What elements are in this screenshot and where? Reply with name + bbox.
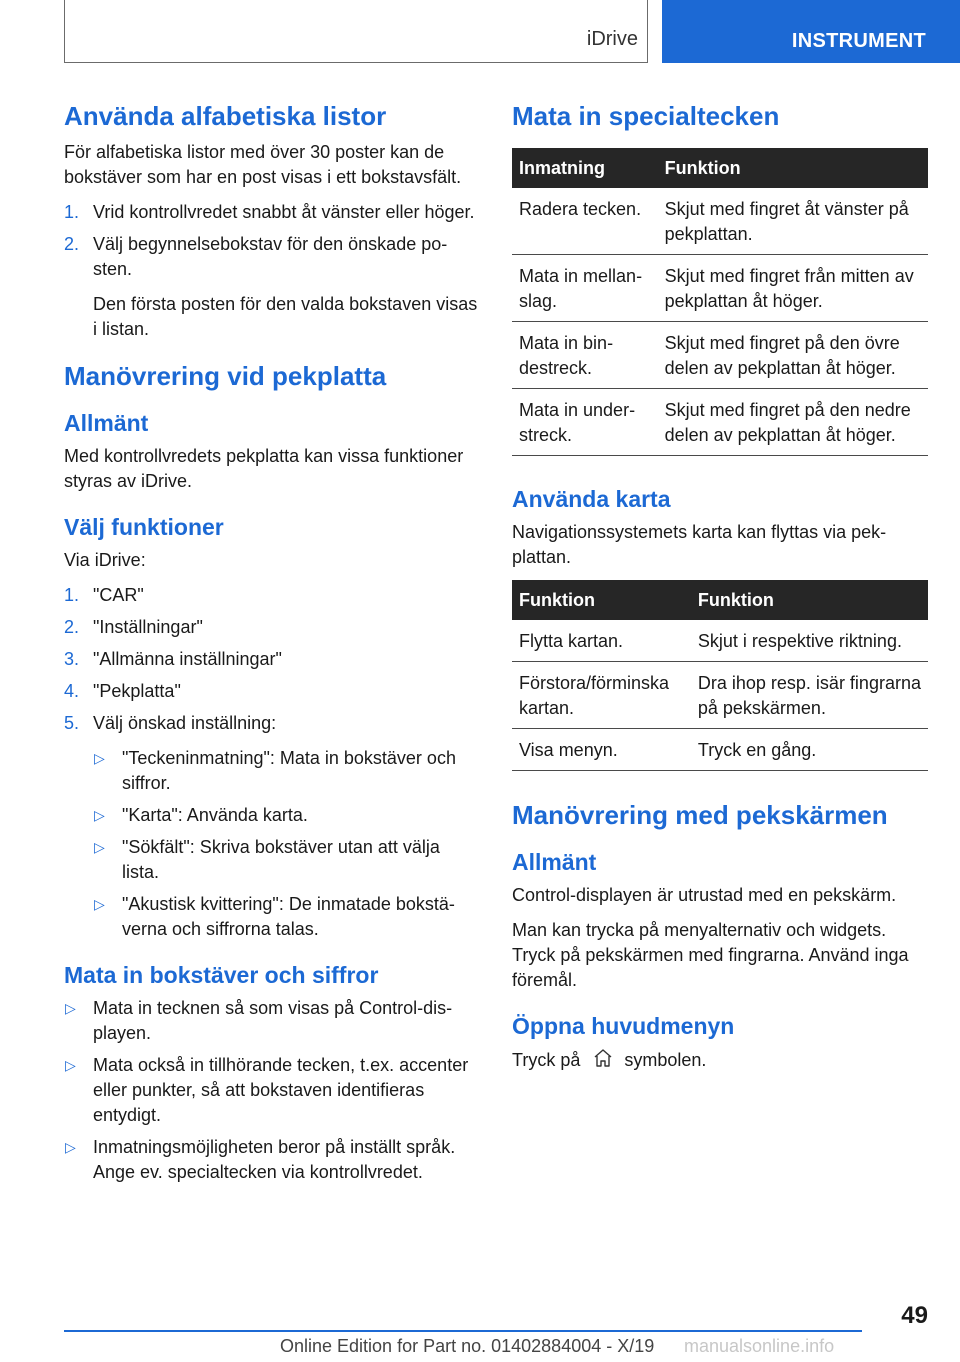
menu-path-text: "CAR" xyxy=(93,585,144,605)
list-item xyxy=(64,615,478,640)
column-header: Funktion xyxy=(658,148,928,188)
right-column xyxy=(512,100,928,1086)
table-cell: Mata in mellanslag. xyxy=(512,255,658,322)
bullet-text: "Teckeninmatning": Mata in bokstäver och siffror. xyxy=(122,748,456,793)
table-cell: Mata in understreck. xyxy=(512,389,658,456)
menu-path-text: "Pekplatta" xyxy=(93,681,181,701)
step-text: Vrid kontrollvredet snabbt åt vänster eller höger. xyxy=(93,202,475,222)
bullet-text: "Akustisk kvittering": De inmatade bokstäverna och siffrorna talas. xyxy=(122,894,455,939)
bullets-mata-list xyxy=(64,996,478,1185)
page-number: 49 xyxy=(901,1302,928,1329)
step-number: 4. xyxy=(64,681,80,701)
list-item xyxy=(93,892,478,942)
table-row xyxy=(512,389,928,456)
footer-edition: Online Edition for Part no. 01402884004 - X/19 xyxy=(280,1336,655,1356)
table-row xyxy=(512,662,928,729)
specialtecken-table xyxy=(512,148,928,456)
table-cell: Skjut i respektive riktning. xyxy=(691,620,928,662)
heading-allmant: Allmänt xyxy=(64,410,149,436)
menu-path-text: "Inställningar" xyxy=(93,617,203,637)
list-item xyxy=(64,1135,478,1185)
header-frame xyxy=(64,0,648,63)
header-section: iDrive xyxy=(586,28,638,50)
step-continuation: Den första posten för den valda bokstaven visas i listan. xyxy=(93,294,478,339)
steps-valj-list xyxy=(64,583,478,736)
heading-alfabetiska-listor: Använda alfabetiska listor xyxy=(64,101,387,131)
table-row xyxy=(512,322,928,389)
table-header-row xyxy=(512,148,928,188)
list-item xyxy=(64,583,478,608)
table-cell: Visa menyn. xyxy=(512,729,691,771)
heading-specialtecken: Mata in specialtecken xyxy=(512,101,780,131)
triangle-right-icon: ▷ xyxy=(94,807,105,823)
bullet-text: Inmatningsmöjligheten beror på inställt språk. Ange ev. specialtecken via kontrollvredet. xyxy=(93,1137,456,1182)
step-number: 2. xyxy=(64,617,80,637)
list-item xyxy=(64,996,478,1046)
paragraph-pekskarm-1: Control-displayen är utrustad med en pekskärm. xyxy=(512,885,897,905)
list-item xyxy=(93,835,478,885)
list-item xyxy=(64,679,478,704)
triangle-right-icon: ▷ xyxy=(94,750,105,766)
header-chapter-tab[interactable]: INSTRUMENT xyxy=(662,0,960,63)
triangle-right-icon: ▷ xyxy=(65,1057,76,1073)
heading-mata-in-bokstaver: Mata in bokstäver och siffror xyxy=(64,962,379,988)
table-cell: Förstora/förminska kartan. xyxy=(512,662,691,729)
list-item xyxy=(93,803,478,828)
triangle-right-icon: ▷ xyxy=(65,1139,76,1155)
triangle-right-icon: ▷ xyxy=(94,896,105,912)
paragraph-karta: Navigationssystemets karta kan flyttas via pekplattan. xyxy=(512,522,887,567)
watermark: manualsonline.info xyxy=(684,1336,835,1356)
step-text: Välj önskad inställning: xyxy=(93,713,277,733)
settings-sublist xyxy=(64,746,478,942)
tryck-post-text: symbolen. xyxy=(624,1050,707,1070)
column-header: Funktion xyxy=(691,580,928,620)
paragraph-allmant: Med kontrollvredets pekplatta kan vissa funktioner styras av iDrive. xyxy=(64,446,464,491)
table-cell: Flytta kartan. xyxy=(512,620,691,662)
list-item xyxy=(93,746,478,796)
table-cell: Dra ihop resp. isär fingrarna på pekskärmen. xyxy=(691,662,928,729)
heading-oppna-huvudmenyn: Öppna huvudmenyn xyxy=(512,1013,735,1039)
table-row xyxy=(512,729,928,771)
table-header-row xyxy=(512,580,928,620)
heading-valj-funktioner: Välj funktioner xyxy=(64,514,224,540)
menu-path-text: "Allmänna inställningar" xyxy=(93,649,282,669)
table-cell: Tryck en gång. xyxy=(691,729,928,771)
step-text: Välj begynnelsebokstav för den önskade posten. xyxy=(93,234,448,279)
step-number: 1. xyxy=(64,585,80,605)
paragraph-pekskarm-2: Man kan trycka på menyalternativ och widgets. Tryck på pekskärmen med fingrarna. Använd inga föremål. xyxy=(512,920,909,990)
paragraph-alfabetiska: För alfabetiska listor med över 30 poster kan de bokstäver som har en post visas i ett bokstavsfält. xyxy=(64,142,462,187)
list-item xyxy=(64,647,478,672)
step-number: 5. xyxy=(64,713,80,733)
bullet-text: Mata in tecknen så som visas på Control-displayen. xyxy=(93,998,453,1043)
bullet-text: Mata också in tillhörande tecken, t.ex. accenter eller punkter, så att bokstaven identifieras entydigt. xyxy=(93,1055,469,1125)
triangle-right-icon: ▷ xyxy=(65,1000,76,1016)
column-header: Funktion xyxy=(512,580,691,620)
triangle-right-icon: ▷ xyxy=(94,839,105,855)
steps-alfa-list xyxy=(64,200,478,282)
table-cell: Skjut med fingret åt vänster på pekplattan. xyxy=(658,188,928,255)
karta-table xyxy=(512,580,928,771)
table-row xyxy=(512,188,928,255)
bullet-text: "Karta": Använda karta. xyxy=(122,805,308,825)
table-cell: Skjut med fingret från mitten av pekplattan åt höger. xyxy=(658,255,928,322)
table-cell: Radera tecken. xyxy=(512,188,658,255)
list-item xyxy=(64,232,478,282)
table-row xyxy=(512,620,928,662)
table-cell: Mata in bindestreck. xyxy=(512,322,658,389)
step-number: 3. xyxy=(64,649,80,669)
home-icon xyxy=(592,1047,614,1076)
footer-divider xyxy=(64,1330,862,1332)
left-column xyxy=(64,100,478,1195)
table-cell: Skjut med fingret på den övre delen av pekplattan åt höger. xyxy=(658,322,928,389)
list-item xyxy=(64,711,478,736)
heading-manovrering-pekplatta: Manövrering vid pekplatta xyxy=(64,361,387,391)
list-item xyxy=(64,200,478,225)
paragraph-via-idrive: Via iDrive: xyxy=(64,550,146,570)
step-number: 1. xyxy=(64,202,80,222)
column-header: Inmatning xyxy=(512,148,658,188)
heading-manovrering-pekskarmen: Manövrering med pekskärmen xyxy=(512,800,888,830)
table-row xyxy=(512,255,928,322)
paragraph-tryck-symbol xyxy=(512,1047,928,1076)
table-cell: Skjut med fingret på den nedre delen av pekplattan åt höger. xyxy=(658,389,928,456)
step-number: 2. xyxy=(64,234,80,254)
tryck-pre-text: Tryck på xyxy=(512,1050,581,1070)
bullet-text: "Sökfält": Skriva bokstäver utan att välja lista. xyxy=(122,837,440,882)
list-item xyxy=(64,1053,478,1128)
heading-anvanda-karta: Använda karta xyxy=(512,486,671,512)
heading-allmant-2: Allmänt xyxy=(512,849,597,875)
